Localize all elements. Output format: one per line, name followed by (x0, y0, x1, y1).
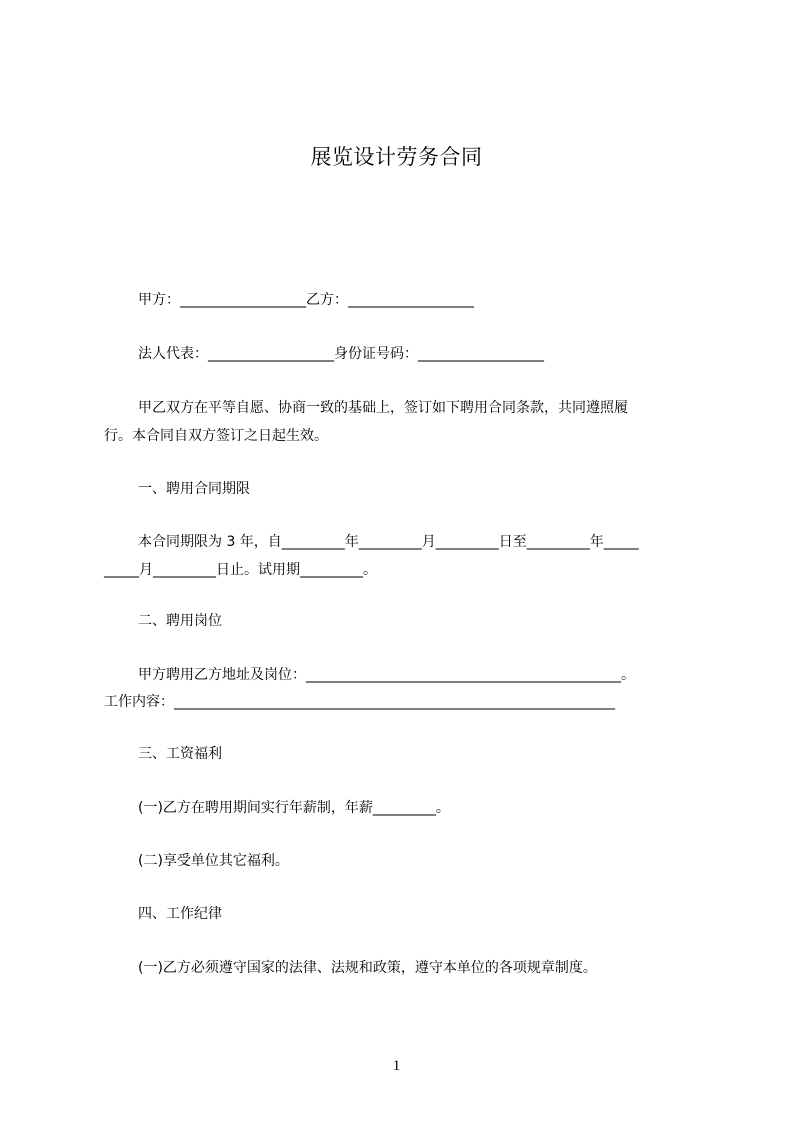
section4-heading: 四、工作纪律 (138, 906, 222, 922)
page-number: 1 (392, 1058, 401, 1074)
section3-item2: (二)享受单位其它福利。 (138, 853, 289, 869)
document-title: 展览设计劳务合同 (310, 145, 483, 169)
section2-paragraph-line2: 工作内容：_______________________________________________________________ (104, 694, 615, 710)
section1-heading: 一、聘用合同期限 (138, 481, 250, 497)
section1-paragraph-line2: _____月_________日止。试用期_________。 (104, 562, 377, 578)
parties-line: 甲方：__________________乙方：__________________ (138, 292, 474, 308)
section4-item1: (一)乙方必须遵守国家的法律、法规和政策，遵守本单位的各项规章制度。 (138, 960, 597, 976)
section2-heading: 二、聘用岗位 (138, 613, 222, 629)
section3-heading: 三、工资福利 (138, 746, 222, 762)
section2-paragraph-line1: 甲方聘用乙方地址及岗位：_____________________________________________。 (138, 667, 635, 683)
section3-item1: (一)乙方在聘用期间实行年薪制，年薪_________。 (138, 800, 450, 816)
representative-line: 法人代表：__________________身份证号码：__________________ (138, 346, 544, 362)
intro-paragraph-line1: 甲乙双方在平等自愿、协商一致的基础上，签订如下聘用合同条款，共同遵照履 (138, 400, 628, 416)
intro-paragraph-line2: 行。本合同自双方签订之日起生效。 (104, 428, 328, 444)
section1-paragraph-line1: 本合同期限为 3 年，自_________年_________月_________日至_________年_____ (138, 534, 639, 550)
